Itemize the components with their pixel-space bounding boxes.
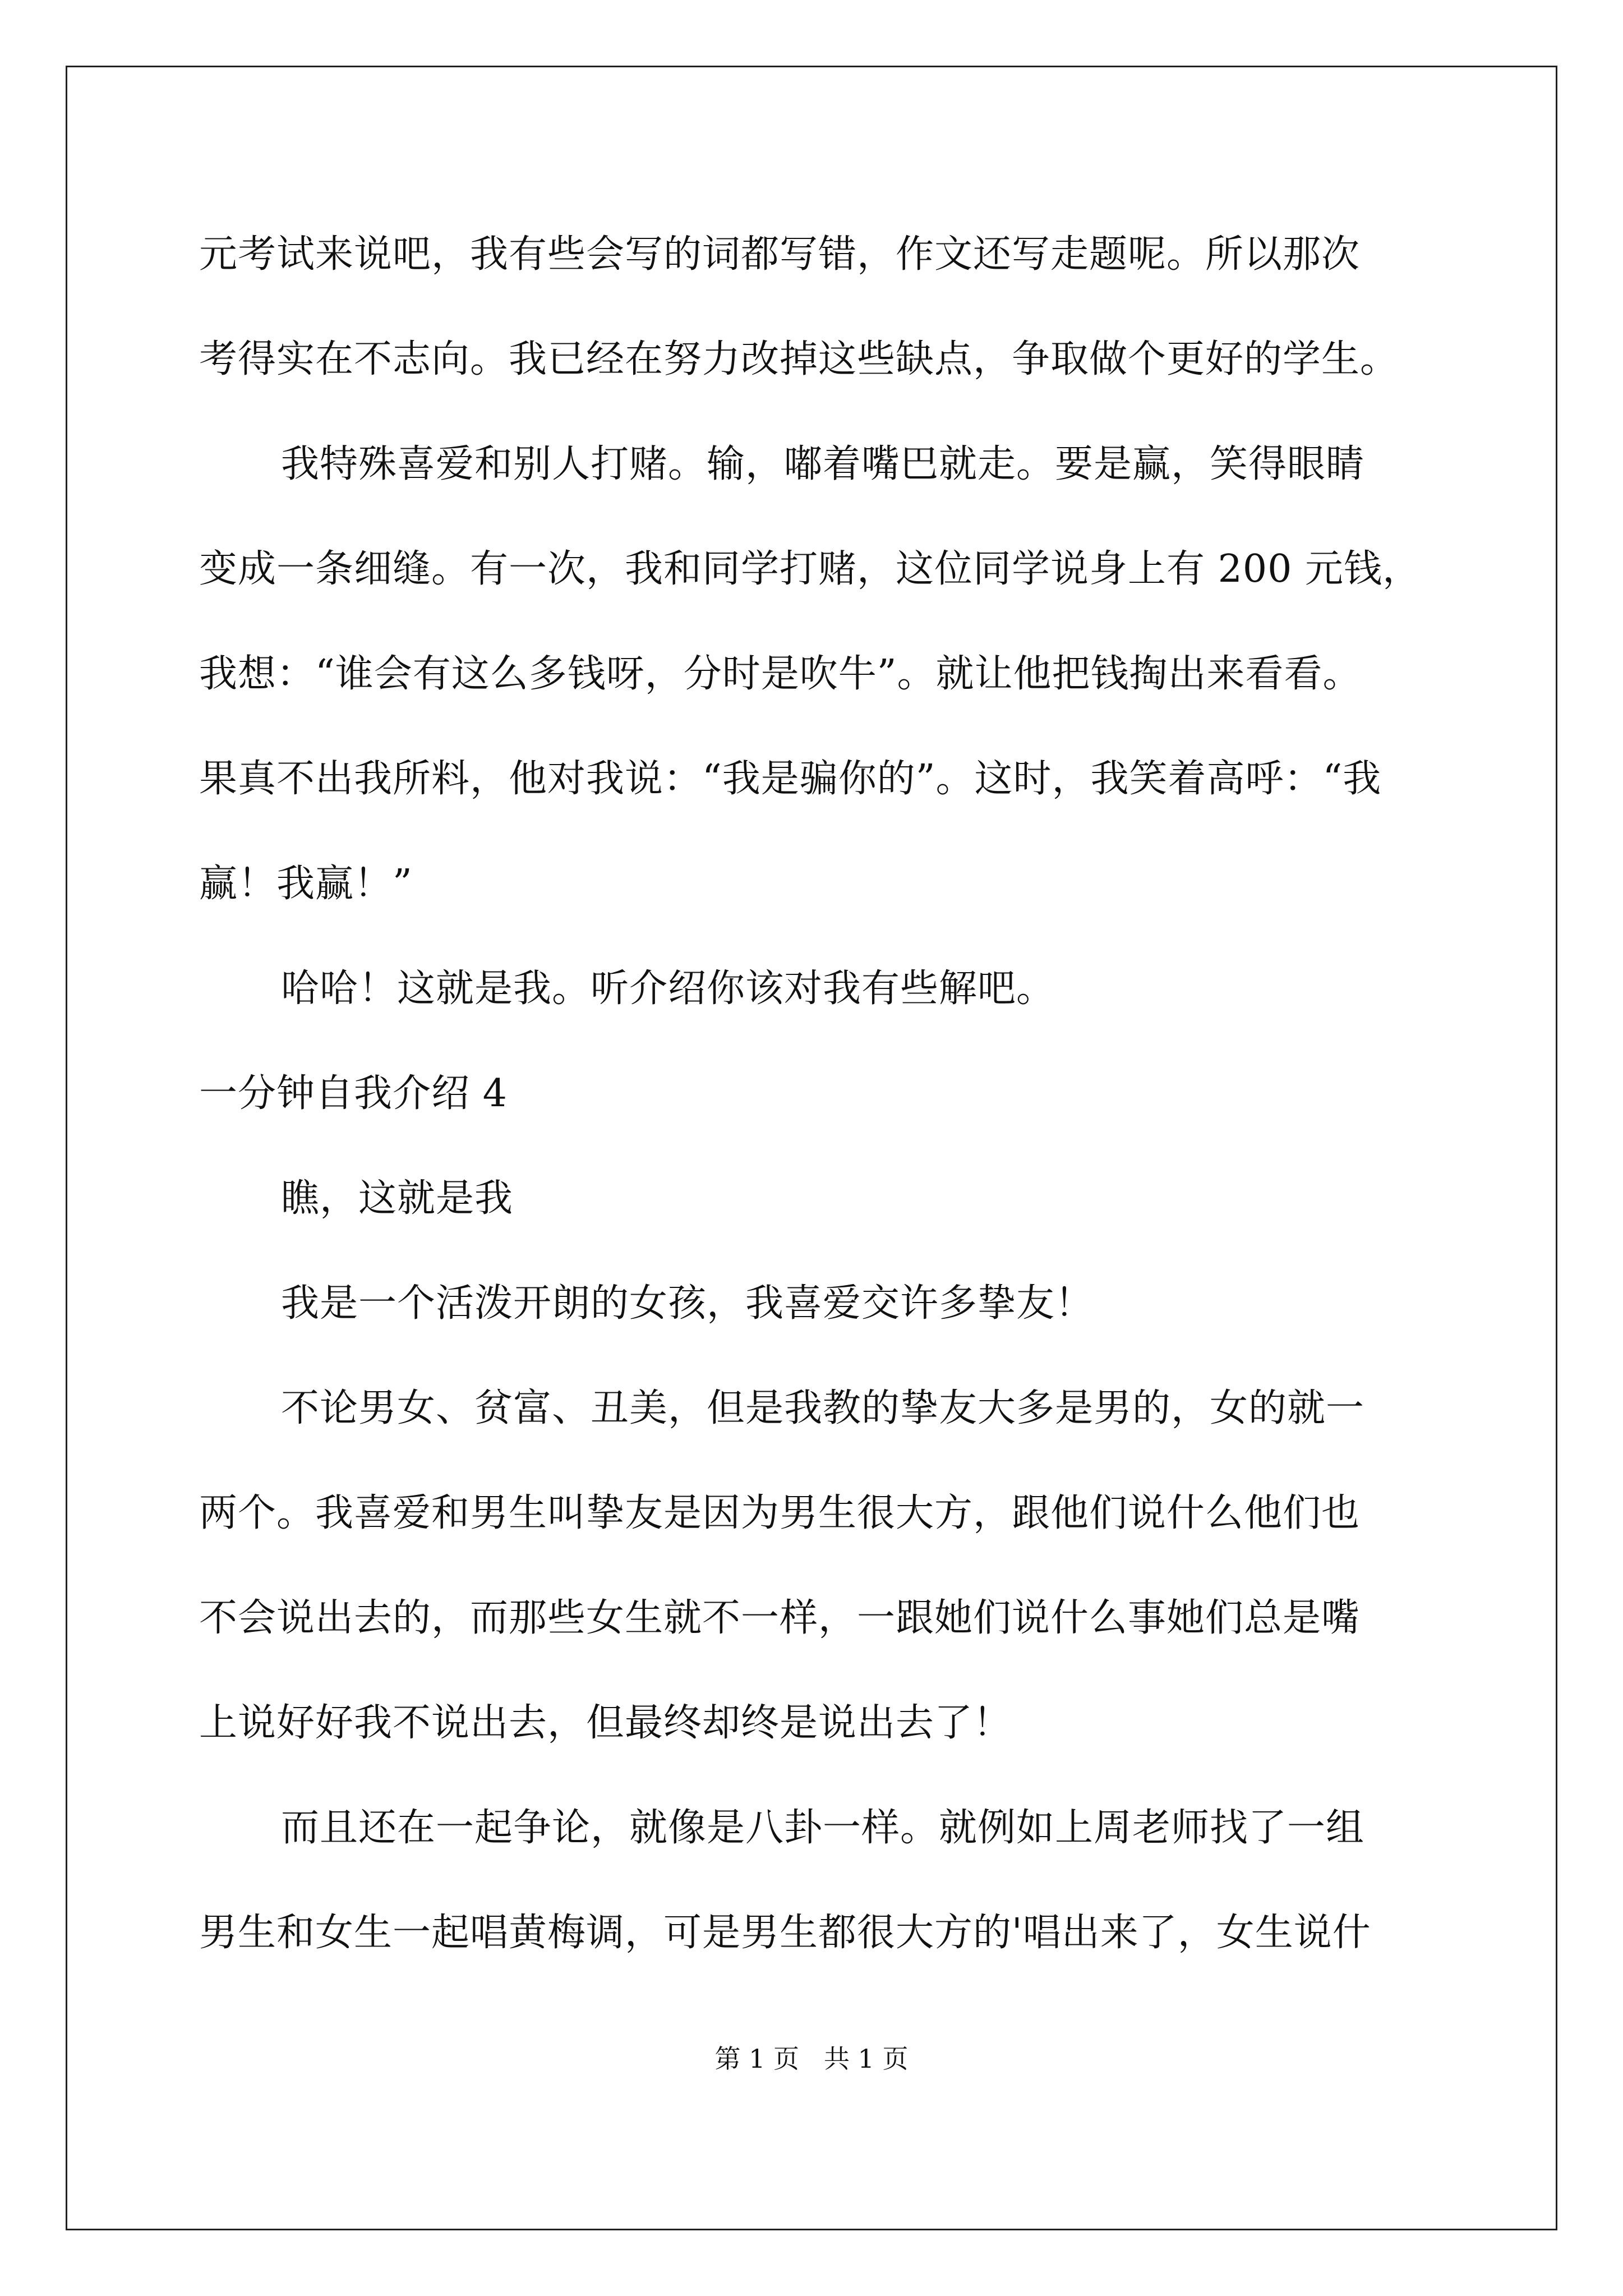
text-line: 我特殊喜爱和别人打赌。输，嘟着嘴巴就走。要是赢，笑得眼睛 <box>281 442 1365 486</box>
text-line: 瞧，这就是我 <box>281 1176 514 1221</box>
text-line: 而且还在一起争论，就像是八卦一样。就例如上周老师找了一组 <box>281 1806 1365 1850</box>
text-line: 不论男女、贫富、丑美，但是我教的挚友大多是男的，女的就一 <box>281 1386 1365 1430</box>
text-line: 元考试来说吧，我有些会写的词都写错，作文还写走题呢。所以那次 <box>199 232 1361 277</box>
text-line: 果真不出我所料，他对我说：“我是骗你的”。这时，我笑着高呼：“我 <box>199 757 1382 801</box>
text-line: 我想：“谁会有这么多钱呀，分时是吹牛”。就让他把钱掏出来看看。 <box>199 652 1362 696</box>
text-line: 不会说出去的，而那些女生就不一样，一跟她们说什么事她们总是嘴 <box>199 1596 1361 1640</box>
document-body <box>199 202 1455 1985</box>
page-footer <box>0 2042 1623 2076</box>
page-number-current: 第 1 页 <box>714 2044 799 2074</box>
text-line: 哈哈！这就是我。听介绍你该对我有些解吧。 <box>281 967 1055 1011</box>
text-line: 我是一个活泼开朗的女孩，我喜爱交许多挚友！ <box>281 1281 1094 1326</box>
page-number-total: 共 1 页 <box>824 2044 909 2074</box>
text-line: 赢！我赢！” <box>199 862 413 906</box>
text-line: 上说好好我不说出去，但最终却终是说出去了！ <box>199 1701 1012 1745</box>
section-heading: 一分钟自我介绍 4 <box>199 1071 508 1116</box>
text-line: 变成一条细缝。有一次，我和同学打赌，这位同学说身上有 200 元钱， <box>199 547 1422 591</box>
text-line: 考得实在不志向。我已经在努力改掉这些缺点，争取做个更好的学生。 <box>199 337 1399 381</box>
text-line: 两个。我喜爱和男生叫挚友是因为男生很大方，跟他们说什么他们也 <box>199 1491 1361 1535</box>
text-line: 男生和女生一起唱黄梅调，可是男生都很大方的'唱出来了，女生说什 <box>199 1911 1371 1955</box>
